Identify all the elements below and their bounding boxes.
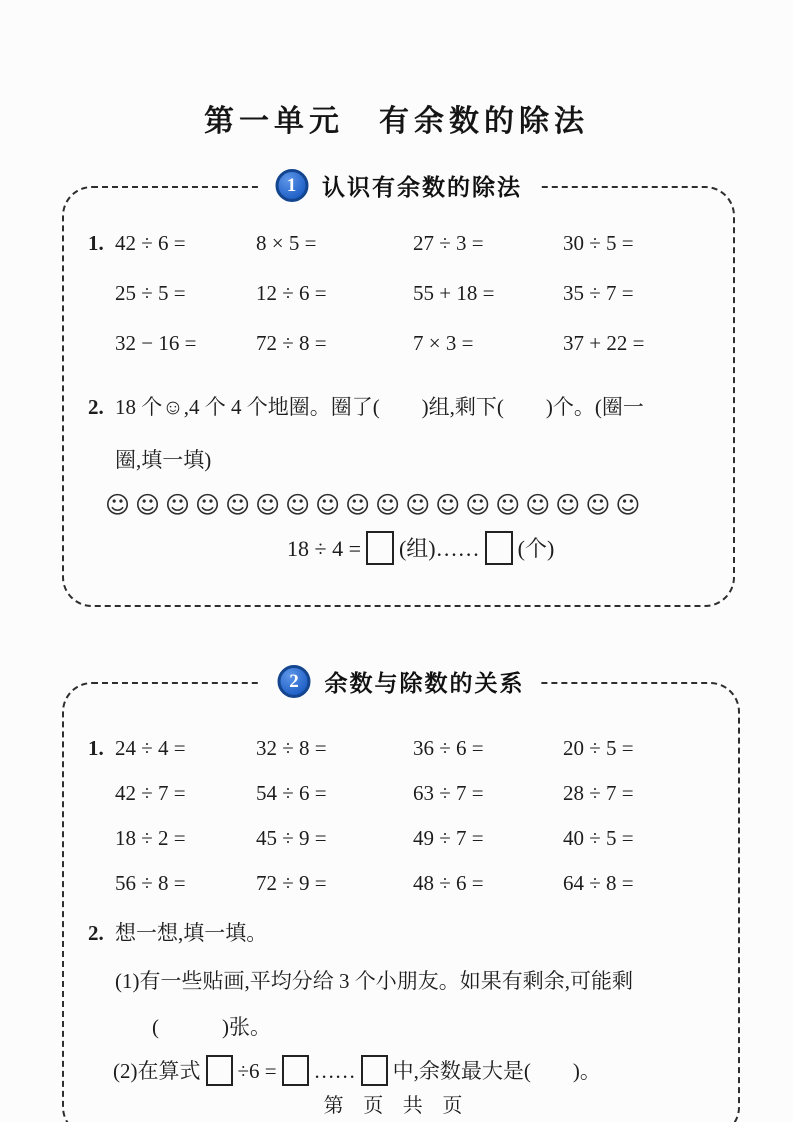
- math-expression: 25 ÷ 5 =: [115, 280, 186, 305]
- math-expression: 24 ÷ 4 =: [115, 736, 186, 760]
- math-expression: 64 ÷ 8 =: [563, 871, 634, 895]
- section-2-title: 余数与除数的关系: [324, 670, 525, 696]
- answer-box[interactable]: [282, 1055, 309, 1086]
- subproblem-2-op: ÷6 =: [237, 1059, 277, 1083]
- problem-text: 圈,填一填): [115, 448, 212, 472]
- math-expression: 48 ÷ 6 =: [413, 871, 484, 895]
- math-row: [88, 861, 738, 906]
- section-1-header: [259, 169, 538, 202]
- math-expression: 42 ÷ 6 =: [115, 230, 186, 255]
- subproblem-2-suffix: 中,余数最大是( )。: [392, 1059, 601, 1083]
- math-row: [88, 268, 733, 318]
- problem-number: 1.: [88, 736, 104, 760]
- answer-box[interactable]: [361, 1055, 388, 1086]
- answer-box[interactable]: [366, 531, 394, 565]
- math-expression: 32 ÷ 8 =: [256, 736, 327, 760]
- section-2-box: [62, 670, 740, 1122]
- section-2-problem-2: [88, 916, 738, 1088]
- section-1-number-badge: 1: [275, 169, 308, 202]
- math-row: [88, 816, 738, 861]
- math-expression: 63 ÷ 7 =: [413, 781, 484, 805]
- math-expression: 72 ÷ 8 =: [256, 330, 327, 355]
- smiley-face-row-icon: ☺☺☺☺☺☺☺☺☺☺☺☺☺☺☺☺☺☺: [105, 491, 646, 519]
- section-1-problem-1: [88, 218, 733, 368]
- problem-number: 2.: [88, 395, 104, 419]
- math-expression: 18 ÷ 2 =: [115, 826, 186, 850]
- math-expression: 45 ÷ 9 =: [256, 826, 327, 850]
- problem-number: 1.: [88, 230, 104, 255]
- page-footer: 第 页 共 页: [323, 1095, 470, 1117]
- math-expression: 30 ÷ 5 =: [563, 230, 634, 255]
- math-expression: 8 × 5 =: [256, 230, 317, 255]
- math-expression: 7 × 3 =: [413, 330, 474, 355]
- problem-number: 2.: [88, 921, 104, 945]
- section-1-title: 认识有余数的除法: [322, 174, 522, 200]
- section-1-problem-2: [88, 390, 733, 565]
- math-expression: 36 ÷ 6 =: [413, 736, 484, 760]
- answer-box[interactable]: [485, 531, 513, 565]
- math-expression: 27 ÷ 3 =: [413, 230, 484, 255]
- math-expression: 49 ÷ 7 =: [413, 826, 484, 850]
- math-expression: 72 ÷ 9 =: [256, 871, 327, 895]
- page-title: 第一单元 有余数的除法: [204, 105, 589, 138]
- equation-lhs: 18 ÷ 4 =: [287, 536, 361, 561]
- remainder-dots: ……: [435, 536, 480, 561]
- math-expression: 54 ÷ 6 =: [256, 781, 327, 805]
- section-2-header: [262, 665, 541, 698]
- equation-unit: (组): [398, 536, 436, 561]
- section-2-problem-1: [88, 726, 738, 906]
- math-row: [88, 318, 733, 368]
- subproblem-2-prefix: (2)在算式: [113, 1059, 201, 1083]
- answer-box[interactable]: [206, 1055, 233, 1086]
- math-expression: 56 ÷ 8 =: [115, 871, 186, 895]
- math-expression: 42 ÷ 7 =: [115, 781, 186, 805]
- math-row: [88, 771, 738, 816]
- equation-unit: (个): [517, 536, 555, 561]
- math-expression: 55 + 18 =: [413, 280, 495, 305]
- math-expression: 37 + 22 =: [563, 330, 645, 355]
- remainder-dots: ……: [313, 1059, 356, 1083]
- problem-text: 想一想,填一填。: [115, 921, 268, 945]
- subproblem-2: [113, 1054, 738, 1088]
- math-expression: 40 ÷ 5 =: [563, 826, 634, 850]
- subproblem-1-blank: ( )张。: [152, 1015, 271, 1039]
- math-row: [88, 726, 738, 771]
- division-equation: [287, 531, 733, 565]
- section-1-box: [62, 174, 735, 607]
- math-expression: 20 ÷ 5 =: [563, 736, 634, 760]
- math-expression: 12 ÷ 6 =: [256, 280, 327, 305]
- math-expression: 32 − 16 =: [115, 330, 197, 355]
- subproblem-1-text: (1)有一些贴画,平均分给 3 个小朋友。如果有剩余,可能剩: [115, 969, 633, 993]
- section-2-number-badge: 2: [278, 665, 311, 698]
- math-row: [88, 218, 733, 268]
- problem-text: 18 个☺,4 个 4 个地圈。圈了( )组,剩下( )个。(圈一: [115, 395, 644, 419]
- math-expression: 28 ÷ 7 =: [563, 781, 634, 805]
- math-expression: 35 ÷ 7 =: [563, 280, 634, 305]
